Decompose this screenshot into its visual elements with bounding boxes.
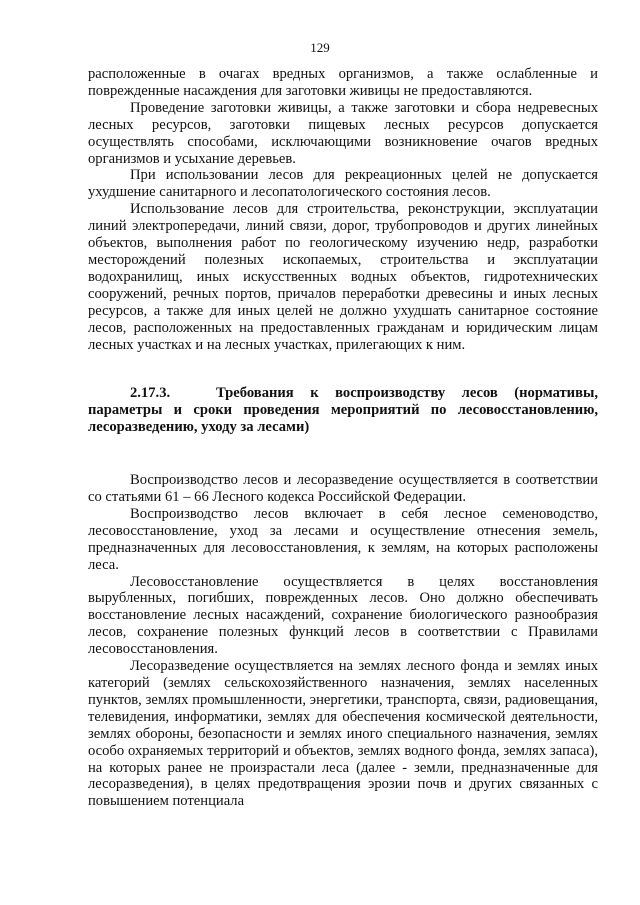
paragraph: Использование лесов для строительства, реконструкции, эксплуатации линий электропередачи, линий связи, дорог, трубопроводов и других линейных объектов, выполнения работ по геологическому изучению недр, разработки месторождений полезных ископаемых, строительства и эксплуатации водохранилищ, иных искусственных водных объектов, гидротехнических сооружений, речных портов, причалов переработки древесины и иных лесных ресурсов, а также для иных целей не должно ухудшать санитарное состояние лесов, расположенных на предоставленных гражданам и юридическим лицам лесных участках и на лесных участках, прилегающих к ним. <box>88 201 598 353</box>
paragraph: Проведение заготовки живицы, а также заготовки и сбора недревесных лесных ресурсов, заготовки пищевых лесных ресурсов допускается осуществлять способами, исключающими возникновение очагов вредных организмов и усыхание деревьев. <box>88 99 598 167</box>
paragraph: При использовании лесов для рекреационных целей не допускается ухудшение санитарного и лесопатологического состояния лесов. <box>88 167 598 201</box>
paragraph: Лесовосстановление осуществляется в целях восстановления вырубленных, погибших, поврежденных лесов. Оно должно обеспечивать восстановление лесных насаждений, сохранение биологического разнообразия лесов, сохранение полезных функций лесов в соответствии с Правилами лесовосстановления. <box>88 573 598 658</box>
section-heading <box>88 385 598 436</box>
paragraph: Воспроизводство лесов включает в себя лесное семеноводство, лесовосстановление, уход за лесами и осуществление отнесения земель, предназначенных для лесовосстановления, к землям, на которых расположены леса. <box>88 505 598 573</box>
page-number: 129 <box>310 40 330 55</box>
paragraph: расположенные в очагах вредных организмов, а также ослабленные и поврежденные насаждения для заготовки живицы не предоставляются. <box>88 66 598 99</box>
paragraph: Лесоразведение осуществляется на землях лесного фонда и землях иных категорий (землях сельскохозяйственного назначения, землях населенных пунктов, землях промышленности, энергетики, транспорта, связи, радиовещания, телевидения, информатики, землях для обеспечения космической деятельности, землях обороны, безопасности и землях иного специального назначения, землях особо охраняемых территорий и объектов, землях водного фонда, землях запаса), на которых ранее не произрастали леса (далее - земли, предназначенные для лесоразведения), в целях предотвращения эрозии почв и других связанных с повышением потенциала <box>88 658 598 810</box>
section-title: Требования к воспроизводству лесов (нормативы, параметры и сроки проведения мероприятий по лесовосстановлению, лесоразведению, уходу за лесами) <box>88 385 598 436</box>
paragraph: Воспроизводство лесов и лесоразведение осуществляется в соответствии со статьями 61 – 66 Лесного кодекса Российской Федерации. <box>88 472 598 506</box>
page-content <box>88 66 598 810</box>
section-number: 2.17.3. <box>130 385 171 402</box>
